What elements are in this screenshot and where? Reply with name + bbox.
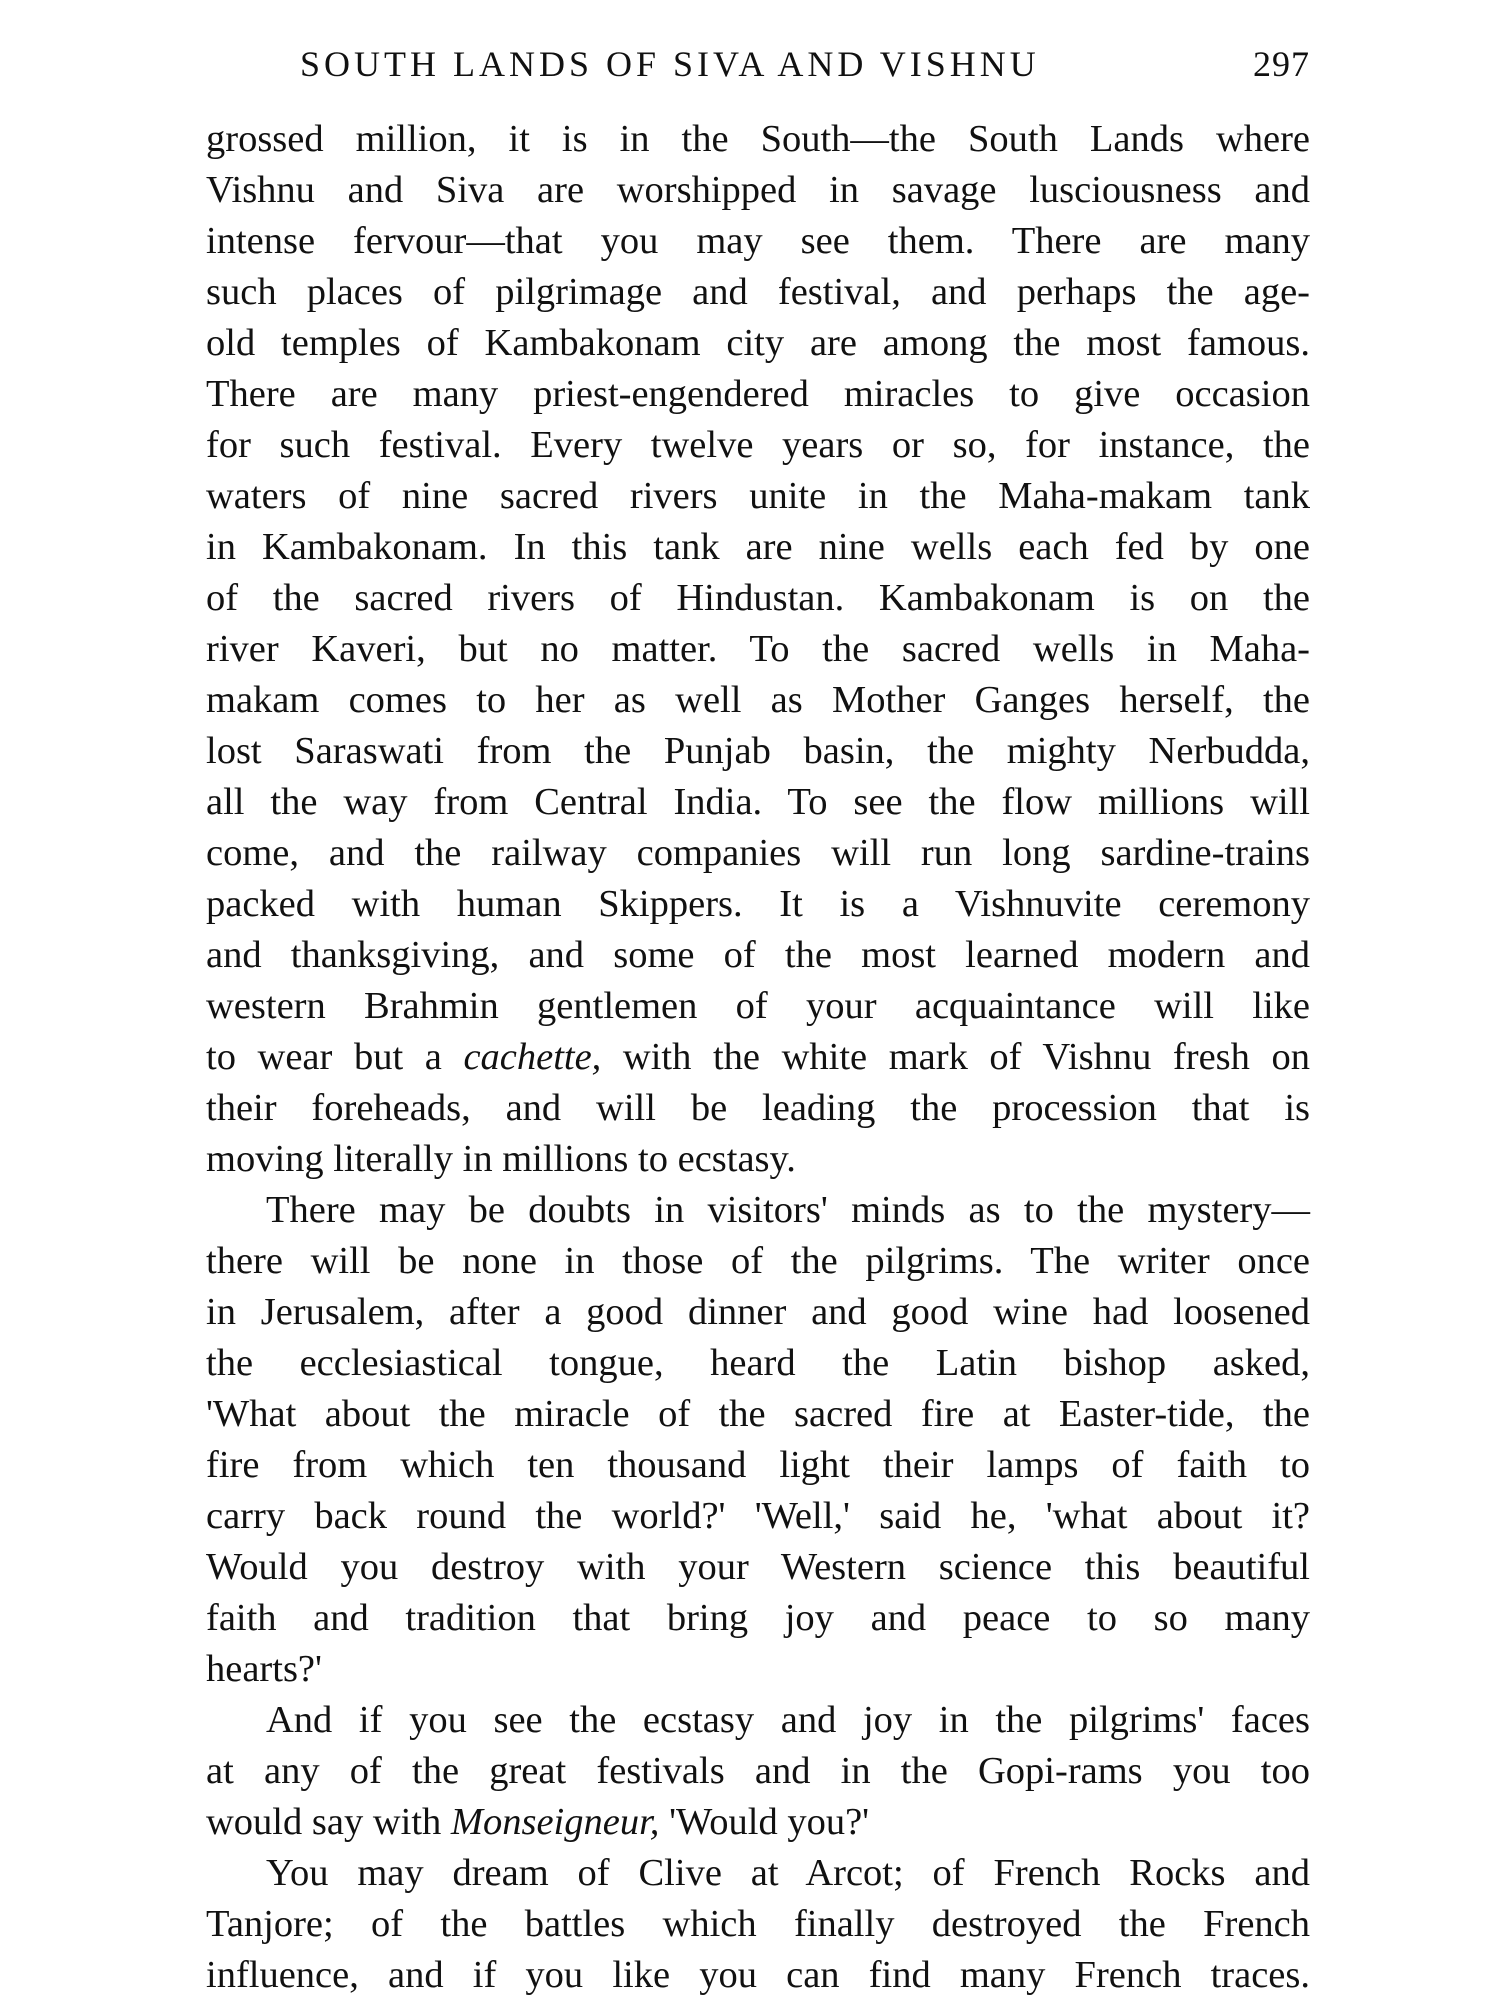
- text-line: the ecclesiastical tongue, heard the Latin bishop asked,: [206, 1342, 1310, 1384]
- text-line: Vishnu and Siva are worshipped in savage lusciousness and: [206, 169, 1310, 211]
- text-line: carry back round the world?' 'Well,' said he, 'what about it?: [206, 1495, 1310, 1537]
- body-text: [206, 114, 1310, 2001]
- text-line: and thanksgiving, and some of the most learned modern and: [206, 934, 1310, 976]
- text-line: in Kambakonam. In this tank are nine wells each fed by one: [206, 526, 1310, 568]
- text-line: There may be doubts in visitors' minds as to the mystery—: [266, 1189, 1310, 1231]
- text-line: river Kaveri, but no matter. To the sacred wells in Maha-: [206, 628, 1310, 670]
- text-line: hearts?': [206, 1648, 322, 1690]
- text-line: for such festival. Every twelve years or so, for instance, the: [206, 424, 1310, 466]
- text-line: their foreheads, and will be leading the procession that is: [206, 1087, 1310, 1129]
- text-line: Tanjore; of the battles which finally destroyed the French: [206, 1903, 1310, 1945]
- running-head: SOUTH LANDS OF SIVA AND VISHNU: [300, 44, 1040, 84]
- text-line-with-italic: [206, 1032, 1310, 1083]
- italic-term: Monseigneur,: [450, 1801, 660, 1843]
- text-line: of the sacred rivers of Hindustan. Kambakonam is on the: [206, 577, 1310, 619]
- text-line: moving literally in millions to ecstasy.: [206, 1138, 796, 1180]
- text-line: intense fervour—that you may see them. There are many: [206, 220, 1310, 262]
- text-line: fire from which ten thousand light their lamps of faith to: [206, 1444, 1310, 1486]
- text-line: such places of pilgrimage and festival, and perhaps the age-: [206, 271, 1310, 313]
- text-line: influence, and if you like you can find many French traces.: [206, 1954, 1310, 1996]
- text-line: 'What about the miracle of the sacred fire at Easter-tide, the: [206, 1393, 1310, 1435]
- text-line: western Brahmin gentlemen of your acquaintance will like: [206, 985, 1310, 1027]
- page-number: 297: [1253, 44, 1310, 84]
- text-line: come, and the railway companies will run long sardine-trains: [206, 832, 1310, 874]
- text-line: at any of the great festivals and in the Gopi-rams you too: [206, 1750, 1310, 1792]
- text-segment: 'Would you?': [659, 1801, 870, 1843]
- text-line: all the way from Central India. To see the flow millions will: [206, 781, 1310, 823]
- text-line: makam comes to her as well as Mother Ganges herself, the: [206, 679, 1310, 721]
- page-header: [208, 34, 1310, 94]
- text-segment: would say with: [206, 1801, 451, 1843]
- text-line: There are many priest-engendered miracles to give occasion: [206, 373, 1310, 415]
- text-line: And if you see the ecstasy and joy in the pilgrims' faces: [266, 1699, 1310, 1741]
- text-line: there will be none in those of the pilgrims. The writer once: [206, 1240, 1310, 1282]
- text-line: lost Saraswati from the Punjab basin, the mighty Nerbudda,: [206, 730, 1310, 772]
- text-line: faith and tradition that bring joy and peace to so many: [206, 1597, 1310, 1639]
- text-line-with-italic: [206, 1797, 1310, 1848]
- italic-term: cachette,: [463, 1036, 602, 1078]
- text-segment: with the white mark of Vishnu fresh on: [601, 1036, 1310, 1078]
- text-line: Would you destroy with your Western science this beautiful: [206, 1546, 1310, 1588]
- text-line: packed with human Skippers. It is a Vishnuvite ceremony: [206, 883, 1310, 925]
- text-line: in Jerusalem, after a good dinner and good wine had loosened: [206, 1291, 1310, 1333]
- text-line: You may dream of Clive at Arcot; of French Rocks and: [266, 1852, 1310, 1894]
- text-line: grossed million, it is in the South—the South Lands where: [206, 118, 1310, 160]
- text-line: old temples of Kambakonam city are among the most famous.: [206, 322, 1310, 364]
- text-segment: to wear but a: [206, 1036, 464, 1078]
- text-line: waters of nine sacred rivers unite in the Maha-makam tank: [206, 475, 1310, 517]
